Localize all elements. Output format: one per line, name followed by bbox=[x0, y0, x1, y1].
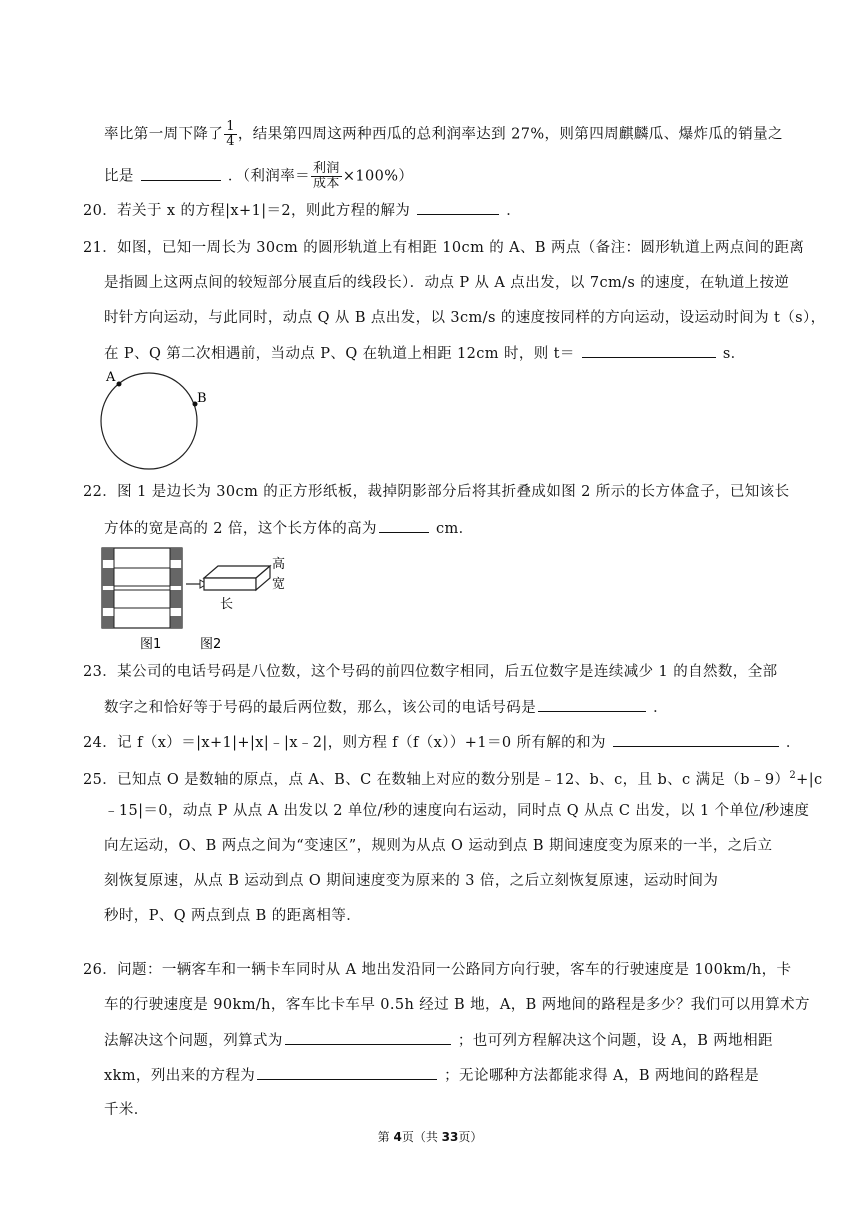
question-text: +|c bbox=[796, 771, 823, 788]
answer-blank[interactable] bbox=[379, 518, 429, 533]
question-26-line5 bbox=[104, 1100, 149, 1120]
profit-ratio-fraction bbox=[311, 162, 342, 191]
answer-blank[interactable] bbox=[257, 1065, 437, 1080]
question-22-line1 bbox=[83, 482, 789, 502]
shaded-corner bbox=[170, 548, 182, 560]
total-page-count: 33 bbox=[441, 1130, 459, 1144]
question-number: 24． bbox=[83, 735, 118, 751]
shaded-corner bbox=[102, 548, 114, 560]
question-21-line2 bbox=[104, 273, 789, 293]
fraction-denominator: 成本 bbox=[313, 176, 340, 191]
q19-line2 bbox=[104, 162, 413, 191]
point-a-label: A bbox=[106, 370, 116, 385]
question-21-line4 bbox=[104, 343, 746, 364]
question-number: 20． bbox=[83, 203, 118, 219]
question-text: xkm，列出来的方程为 bbox=[104, 1068, 256, 1084]
answer-blank[interactable] bbox=[538, 697, 646, 712]
question-25-line4 bbox=[104, 871, 718, 891]
q19-text: 比是 bbox=[104, 168, 134, 185]
question-26-line2 bbox=[104, 995, 810, 1015]
question-22-line2 bbox=[104, 518, 474, 539]
exponent: 2 bbox=[789, 770, 797, 781]
question-number: 22． bbox=[83, 484, 118, 500]
answer-blank[interactable] bbox=[285, 1030, 451, 1045]
shaded-strip bbox=[170, 590, 182, 608]
box-width-label: 宽 bbox=[272, 577, 286, 592]
question-text: 秒时，P、Q 两点到点 B 的距离相等． bbox=[104, 908, 362, 924]
question-text: ﹣15|＝0，动点 P 从点 A 出发以 2 单位/秒的速度向右运动，同时点 Q 从点 C 出发，以 1 个单位/秒速度 bbox=[104, 803, 810, 819]
question-24 bbox=[83, 732, 801, 753]
shaded-corner bbox=[102, 616, 114, 628]
shaded-strip bbox=[102, 568, 114, 586]
q19-text: 率比第一周下降了 bbox=[104, 126, 224, 143]
box-front-face bbox=[204, 578, 256, 590]
question-25-line1 bbox=[83, 766, 823, 790]
footer-text: 页） bbox=[458, 1130, 483, 1144]
footer-text: 第 bbox=[377, 1130, 394, 1144]
question-20 bbox=[83, 200, 521, 221]
point-a bbox=[117, 382, 122, 387]
current-page-number: 4 bbox=[393, 1130, 402, 1144]
q19-text: ．（利润率＝ bbox=[227, 168, 310, 185]
question-23-line2 bbox=[104, 697, 668, 718]
q19-text: ，结果第四周这两种西瓜的总利润率达到 27%，则第四周麒麟瓜、爆炸瓜的销量之 bbox=[237, 126, 783, 143]
box-net-figure bbox=[100, 546, 300, 654]
question-text: 记 f（x）＝|x+1|+|x|﹣|x﹣2|，则方程 f（f（x））+1＝0 所有解的和为 bbox=[117, 735, 606, 751]
question-number: 21． bbox=[83, 240, 118, 256]
question-number: 25． bbox=[83, 771, 118, 788]
fraction-one-quarter bbox=[224, 120, 237, 149]
question-21-line3 bbox=[104, 308, 826, 328]
answer-blank[interactable] bbox=[417, 200, 499, 215]
circle-track-figure bbox=[98, 366, 218, 472]
page-footer bbox=[0, 1128, 860, 1145]
question-text: 是指圆上这两点间的较短部分展直后的线段长）．动点 P 从 A 点出发，以 7cm/s 的速度，在轨道上按逆 bbox=[104, 275, 790, 291]
question-23-line1 bbox=[83, 662, 778, 682]
question-text: cm． bbox=[435, 521, 474, 537]
question-text: ；无论哪种方法都能求得 A，B 两地间的路程是 bbox=[444, 1068, 760, 1084]
question-text: 若关于 x 的方程|x+1|＝2，则此方程的解为 bbox=[117, 203, 411, 219]
box-height-label: 高 bbox=[272, 557, 286, 572]
question-25-line3 bbox=[104, 836, 772, 856]
question-text: 向左运动，O、B 两点之间为“变速区”，规则为从点 O 运动到点 B 期间速度变为原来的一半，之后立 bbox=[104, 838, 773, 854]
fraction-denominator: 4 bbox=[226, 134, 235, 149]
figure-1-label: 图1 bbox=[140, 637, 162, 652]
q19-line1 bbox=[104, 120, 783, 149]
question-text: ． bbox=[785, 735, 801, 751]
question-text: 数字之和恰好等于号码的最后两位数，那么，该公司的电话号码是 bbox=[104, 700, 537, 716]
shaded-corner bbox=[170, 616, 182, 628]
question-text: ． bbox=[506, 203, 522, 219]
circular-track bbox=[101, 373, 197, 469]
fraction-numerator: 1 bbox=[226, 119, 235, 134]
question-text: 法解决这个问题，列算式为 bbox=[104, 1033, 283, 1049]
shaded-strip bbox=[102, 590, 114, 608]
question-text: ；也可列方程解决这个问题，设 A，B 两地相距 bbox=[457, 1033, 773, 1049]
footer-text: 页（共 bbox=[401, 1130, 442, 1144]
question-number: 26． bbox=[83, 962, 118, 978]
fraction-numerator: 利润 bbox=[313, 161, 340, 176]
question-25-line2 bbox=[104, 801, 809, 821]
point-b-label: B bbox=[197, 391, 207, 406]
question-text: 刻恢复原速，从点 B 运动到点 O 期间速度变为原来的 3 倍，之后立刻恢复原速，运动时间为 bbox=[104, 873, 719, 889]
question-text: 已知点 O 是数轴的原点，点 A、B、C 在数轴上对应的数分别是﹣12、b、c，且 b、c 满足（b﹣9） bbox=[117, 771, 790, 788]
answer-blank[interactable] bbox=[613, 732, 779, 747]
question-text: 如图，已知一周长为 30cm 的圆形轨道上有相距 10cm 的 A、B 两点（备注：圆形轨道上两点间的距离 bbox=[117, 240, 805, 256]
answer-blank[interactable] bbox=[141, 166, 221, 181]
question-text: 图 1 是边长为 30cm 的正方形纸板，裁掉阴影部分后将其折叠成如图 2 所示的长方体盒子，已知该长 bbox=[117, 484, 790, 500]
question-25-line5 bbox=[104, 906, 361, 926]
question-text: 问题：一辆客车和一辆卡车同时从 A 地出发沿同一公路同方向行驶，客车的行驶速度是 100km/h，卡 bbox=[117, 962, 792, 978]
question-21-line1 bbox=[83, 238, 804, 258]
figure-2-label: 图2 bbox=[200, 637, 222, 652]
question-26-line4 bbox=[104, 1065, 759, 1086]
question-text: 在 P、Q 第二次相遇前，当动点 P、Q 在轨道上相距 12cm 时，则 t＝ bbox=[104, 346, 575, 362]
box-length-label: 长 bbox=[220, 597, 234, 612]
question-text: 某公司的电话号码是八位数，这个号码的前四位数字相同，后五位数字是连续减少 1 的自然数，全部 bbox=[117, 664, 778, 680]
question-text: 千米． bbox=[104, 1102, 149, 1118]
question-number: 23． bbox=[83, 664, 118, 680]
q19-text: ×100%） bbox=[342, 168, 414, 185]
answer-blank[interactable] bbox=[582, 343, 716, 358]
question-26-line3 bbox=[104, 1030, 773, 1051]
question-26-line1 bbox=[83, 960, 791, 980]
question-text: 车的行驶速度是 90km/h，客车比卡车早 0.5h 经过 B 地，A，B 两地间的路程是多少？我们可以用算术方 bbox=[104, 997, 810, 1013]
question-text: ． bbox=[653, 700, 669, 716]
question-text: 时针方向运动，与此同时，动点 Q 从 B 点出发，以 3cm/s 的速度按同样的方向运动，设运动时间为 t（s）， bbox=[104, 310, 826, 326]
question-text: 方体的宽是高的 2 倍，这个长方体的高为 bbox=[104, 521, 377, 537]
shaded-strip bbox=[170, 568, 182, 586]
question-text: s． bbox=[722, 346, 746, 362]
